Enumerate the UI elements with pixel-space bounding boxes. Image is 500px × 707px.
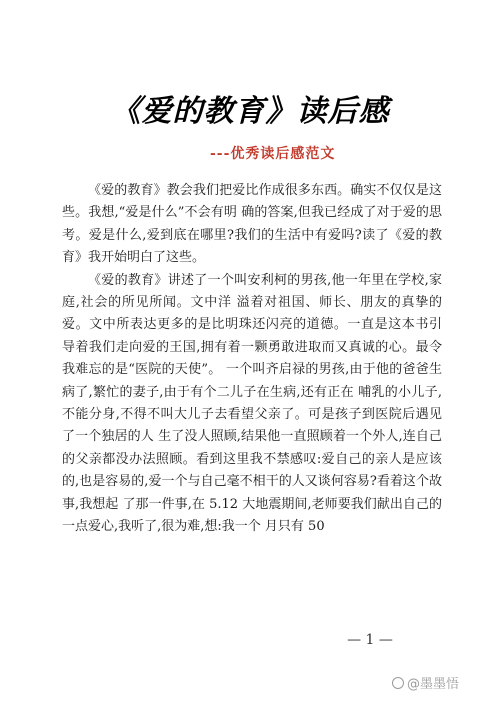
- page-number: — 1 —: [347, 632, 393, 648]
- watermark-text: @墨墨悟: [407, 677, 460, 692]
- watermark-logo-icon: [392, 677, 404, 689]
- subtitle: ---优秀读后感范文: [210, 146, 336, 162]
- paragraph-2: 《爱的教育》讲述了一个叫安利柯的男孩,他一年里在学校,家庭,社会的所见所闻。文中洋 溢着对祖国、师长、朋友的真挚的爱。文中所表达更多的是比明珠还闪亮的道德。一直是这本书引 导着我们走向爱的王国,拥有着一颗勇敢进取而又真诚的心。最令我难忘的是“医院的天使”。 一个叫齐启禄的男孩,由于他的爸爸生病了,繁忙的妻子,由于有个二儿子在生病,还有正在 哺乳的小儿子,不能分身,不得不叫大儿子去看望父亲了。可是孩子到医院后遇见了一个独居的人 生了没人照顾,结果他一直照顾着一个外人,连自己的父亲都没办法照顾。看到这里我不禁感叹:爱自己的亲人是应该的,也是容易的,爱一个与自己毫不相干的人又谈何容易?看着这个故事,我想起 了那一件事,在 5.12 大地震期间,老师要我们献出自己的一点爱心,我听了,很为难,想:我一个 月只有 50: [62, 272, 442, 535]
- page-title: 《爱的教育》读后感: [110, 94, 390, 129]
- document-body: [62, 180, 442, 539]
- paragraph-1: 《爱的教育》教会我们把爱比作成很多东西。确实不仅仅是这些。我想,“爱是什么”不会有明 确的答案,但我已经成了对于爱的思考。爱是什么,爱到底在哪里?我们的生活中有爱吗?读了《爱的教育》我开始明白了这些。: [62, 183, 442, 266]
- watermark: [392, 673, 459, 692]
